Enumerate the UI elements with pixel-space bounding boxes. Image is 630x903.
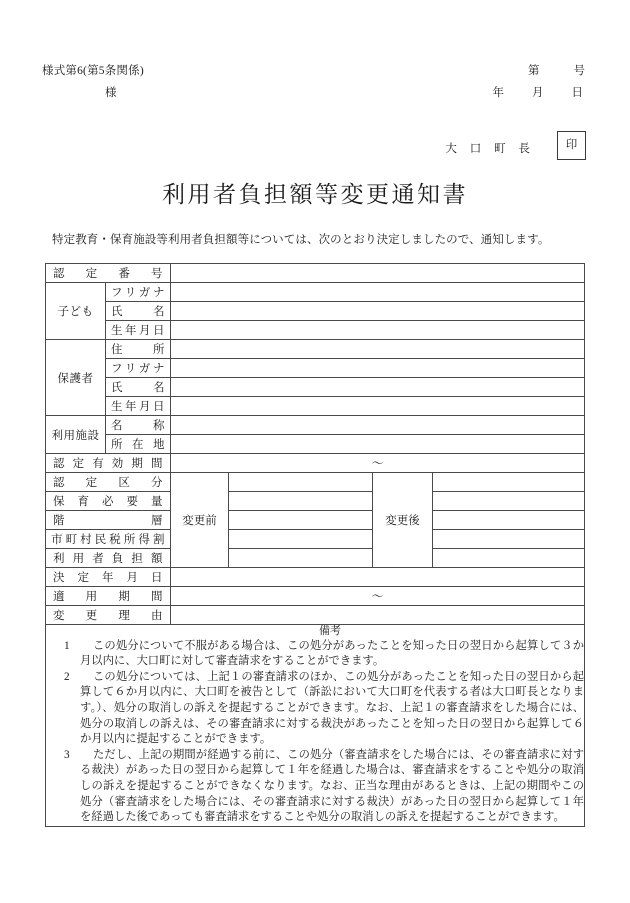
value-certification-number[interactable] — [171, 264, 585, 283]
row-label-change-reason: 変更理由 — [46, 606, 171, 625]
value-after-certification-category[interactable] — [433, 473, 585, 492]
form-number-label: 様式第6(第5条関係) — [42, 65, 144, 77]
value-before-municipal-tax[interactable] — [229, 530, 373, 549]
row-label-certification-number: 認定番号 — [46, 264, 171, 283]
table-row — [46, 359, 585, 378]
table-row — [46, 454, 585, 473]
group-label-child: 子ども — [46, 283, 106, 340]
value-facility-name[interactable] — [171, 416, 585, 435]
table-row — [46, 397, 585, 416]
row-label-municipal-tax: 市町村民税所得割 — [46, 530, 171, 549]
table-row — [46, 378, 585, 397]
table-row — [46, 416, 585, 435]
list-item — [46, 639, 584, 670]
value-before-certification-category[interactable] — [229, 473, 373, 492]
table-row — [46, 321, 585, 340]
value-guardian-name[interactable] — [171, 378, 585, 397]
issuer-title: 大 口 町 長 — [445, 143, 535, 155]
date-year-label: 年 — [492, 87, 504, 99]
value-after-user-fee[interactable] — [433, 549, 585, 568]
document-number-field — [528, 62, 585, 78]
table-row — [46, 511, 585, 530]
value-facility-location[interactable] — [171, 435, 585, 454]
value-guardian-furigana[interactable] — [171, 359, 585, 378]
table-row — [46, 530, 585, 549]
value-before-care-amount[interactable] — [229, 492, 373, 511]
table-row — [46, 625, 585, 827]
document-number-suffix: 号 — [573, 65, 585, 77]
document-number-prefix: 第 — [528, 65, 540, 77]
date-month-label: 月 — [532, 87, 544, 99]
recipient-name-line: 様 — [105, 87, 117, 99]
column-label-after-change: 変更後 — [373, 473, 433, 568]
row-label-apply-period: 適用期間 — [46, 587, 171, 606]
remarks-item-text: ただし、上記の期間が経過する前に、この処分（審査請求をした場合には、その審査請求に対する裁決）があった日の翌日から起算して１年を経過した場合は、審査請求をすることや処分の取消しの訴えを提起することができなくなります。なお、正当な理由があるときは、上記の期間やこの処分（審査請求をした場合には、その審査請求に対する裁決）があった日の翌日から起算して１年を経過した後であっても審査請求をすることや処分の取消しの訴えを提起することができます。 — [80, 748, 584, 824]
issue-date-field — [493, 84, 584, 100]
remarks-item-text: この処分については、上記１の審査請求のほか、この処分があったことを知った日の翌日から起算して６か月以内に、大口町を被告として（訴訟において大口町を代表する者は大口町長となります。）、処分の取消しの訴えを提起することができます。なお、上記１の審査請求をした場合には、処分の取消しの訴えは、その審査請求に対する裁決があったことを知った日の翌日から起算して６か月以内に提起することができます。 — [80, 670, 584, 746]
remarks-item-text: この処分について不服がある場合は、この処分があったことを知った日の翌日から起算して３か月以内に、大口町に対して審査請求をすることができます。 — [80, 639, 584, 668]
row-label-tier: 階層 — [46, 511, 171, 530]
value-before-tier[interactable] — [229, 511, 373, 530]
list-item — [46, 670, 584, 748]
row-label-facility-name: 名称 — [106, 416, 171, 435]
table-row — [46, 568, 585, 587]
table-row — [46, 302, 585, 321]
value-decision-date[interactable] — [171, 568, 585, 587]
value-apply-period[interactable]: ～ — [171, 587, 585, 606]
row-label-valid-period: 認定有効期間 — [46, 454, 171, 473]
remarks-list — [46, 639, 584, 826]
row-label-guardian-birthdate: 生年月日 — [106, 397, 171, 416]
value-after-tier[interactable] — [433, 511, 585, 530]
page-title: 利用者負担額等変更通知書 — [162, 182, 468, 207]
table-row — [46, 606, 585, 625]
seal-box: 印 — [557, 131, 586, 160]
value-child-furigana[interactable] — [171, 283, 585, 302]
lead-paragraph: 特定教育・保育施設等利用者負担額等については、次のとおり決定しましたので、通知します。 — [52, 234, 550, 246]
value-guardian-birthdate[interactable] — [171, 397, 585, 416]
row-label-user-fee: 利用者負担額 — [46, 549, 171, 568]
table-row — [46, 492, 585, 511]
row-label-certification-category: 認定区分 — [46, 473, 171, 492]
value-before-user-fee[interactable] — [229, 549, 373, 568]
group-label-facility: 利用施設 — [46, 416, 106, 454]
table-row — [46, 264, 585, 283]
value-valid-period[interactable]: ～ — [171, 454, 585, 473]
list-item — [46, 748, 584, 826]
value-child-name[interactable] — [171, 302, 585, 321]
table-row — [46, 473, 585, 492]
date-day-label: 日 — [571, 87, 583, 99]
row-label-child-furigana: フリガナ — [106, 283, 171, 302]
remarks-item-number: 2 — [64, 670, 70, 683]
value-after-care-amount[interactable] — [433, 492, 585, 511]
row-label-decision-date: 決定年月日 — [46, 568, 171, 587]
remarks-item-number: 1 — [64, 639, 70, 652]
value-child-birthdate[interactable] — [171, 321, 585, 340]
remarks-title: 備考 — [319, 625, 341, 637]
table-row — [46, 549, 585, 568]
row-label-facility-location: 所在地 — [106, 435, 171, 454]
group-label-guardian: 保護者 — [46, 340, 106, 416]
table-row — [46, 283, 585, 302]
row-label-child-birthdate: 生年月日 — [106, 321, 171, 340]
notification-form-table — [45, 263, 585, 827]
table-row — [46, 587, 585, 606]
value-change-reason[interactable] — [171, 606, 585, 625]
row-label-care-amount: 保育必要量 — [46, 492, 171, 511]
remarks-item-number: 3 — [64, 748, 70, 761]
remarks-section — [46, 625, 585, 827]
row-label-child-name: 氏名 — [106, 302, 171, 321]
row-label-guardian-name: 氏名 — [106, 378, 171, 397]
value-after-municipal-tax[interactable] — [433, 530, 585, 549]
table-row — [46, 340, 585, 359]
table-row — [46, 435, 585, 454]
row-label-guardian-furigana: フリガナ — [106, 359, 171, 378]
value-guardian-address[interactable] — [171, 340, 585, 359]
row-label-guardian-address: 住所 — [106, 340, 171, 359]
column-label-before-change: 変更前 — [171, 473, 229, 568]
